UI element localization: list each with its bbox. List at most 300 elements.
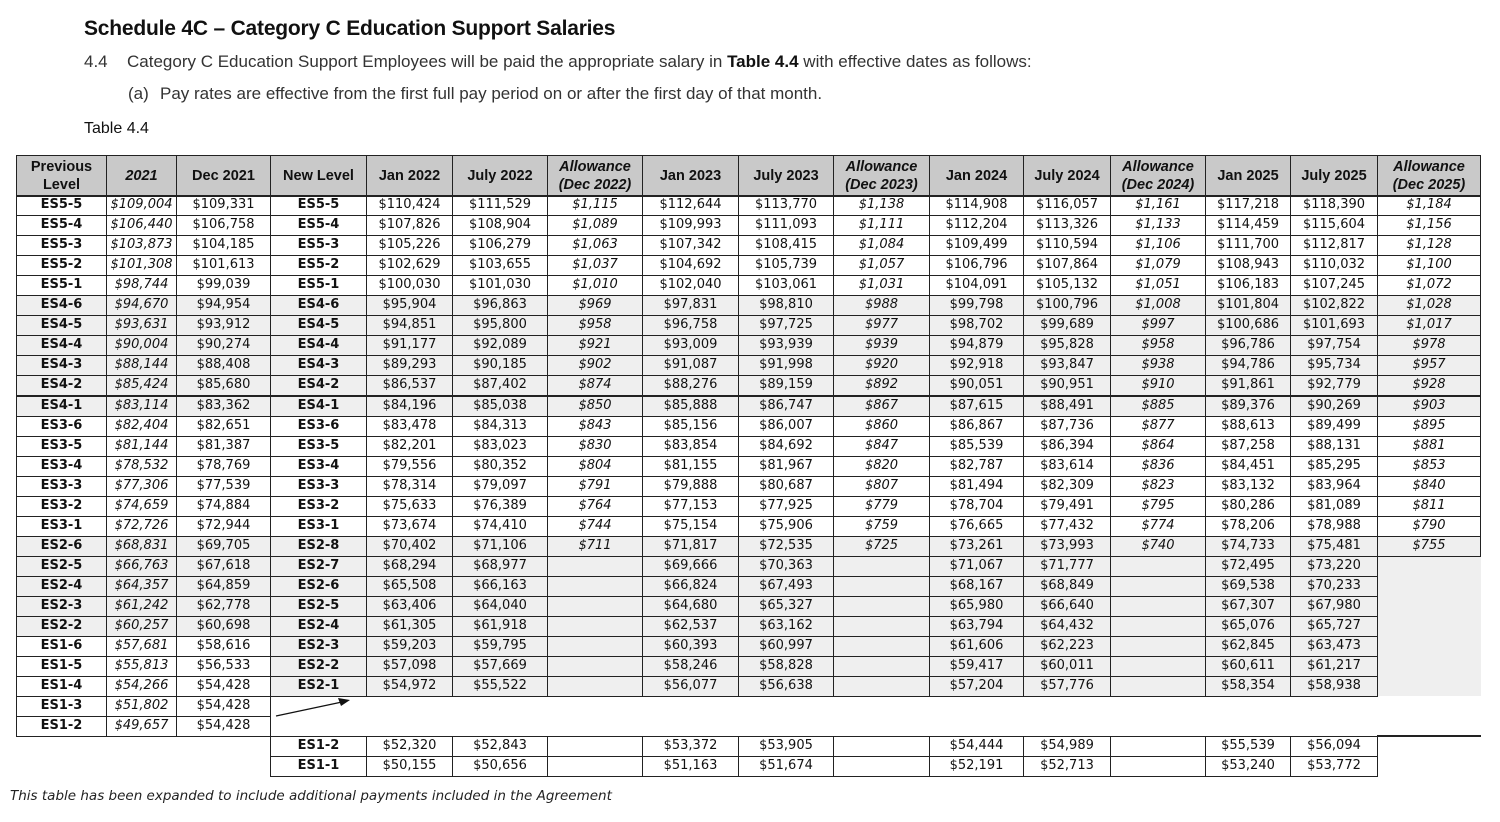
allowance-cell: $843 bbox=[547, 416, 643, 437]
salary-cell: $85,539 bbox=[929, 436, 1024, 457]
salary-cell: $92,779 bbox=[1290, 375, 1378, 396]
allowance-cell: $1,037 bbox=[547, 255, 643, 276]
salary-cell: $112,204 bbox=[929, 215, 1024, 236]
new-level-cell: ES4-2 bbox=[270, 375, 367, 396]
previous-level-cell: ES1-6 bbox=[16, 636, 107, 657]
salary-cell: $68,977 bbox=[452, 556, 548, 577]
salary-cell: $95,828 bbox=[1023, 335, 1111, 356]
allowance-cell bbox=[1110, 656, 1206, 677]
salary-2021-cell: $85,424 bbox=[106, 375, 177, 396]
new-level-cell: ES2-1 bbox=[270, 676, 367, 697]
salary-2021-cell: $61,242 bbox=[106, 596, 177, 617]
allowance-cell: $977 bbox=[833, 315, 930, 336]
salary-2021-cell: $94,670 bbox=[106, 295, 177, 316]
salary-cell: $108,943 bbox=[1205, 255, 1291, 276]
salary-cell: $109,499 bbox=[929, 235, 1024, 256]
clause-text-end: with effective dates as follows: bbox=[798, 52, 1032, 71]
allowance-cell: $791 bbox=[547, 476, 643, 497]
salary-cell: $91,177 bbox=[366, 335, 453, 356]
allowance-cell: $867 bbox=[833, 396, 930, 417]
salary-cell: $64,040 bbox=[452, 596, 548, 617]
header-line: Jan 2023 bbox=[659, 168, 722, 184]
column-header bbox=[642, 155, 739, 197]
salary-dec-2021-cell: $101,613 bbox=[176, 255, 271, 276]
salary-cell: $83,132 bbox=[1205, 476, 1291, 497]
salary-cell: $52,843 bbox=[452, 736, 548, 757]
column-header bbox=[1205, 155, 1291, 197]
allowance-cell: $725 bbox=[833, 536, 930, 557]
salary-cell: $102,040 bbox=[642, 275, 739, 296]
column-header bbox=[1377, 155, 1481, 197]
salary-2021-cell: $74,659 bbox=[106, 496, 177, 517]
allowance-cell: $1,100 bbox=[1377, 255, 1481, 276]
salary-cell: $94,879 bbox=[929, 335, 1024, 356]
previous-level-cell: ES3-2 bbox=[16, 496, 107, 517]
salary-cell: $61,305 bbox=[366, 616, 453, 637]
salary-cell: $58,246 bbox=[642, 656, 739, 677]
allowance-cell: $755 bbox=[1377, 536, 1481, 557]
allowance-cell: $840 bbox=[1377, 476, 1481, 497]
allowance-cell: $850 bbox=[547, 396, 643, 417]
new-level-cell: ES5-5 bbox=[270, 195, 367, 216]
salary-cell: $79,556 bbox=[366, 456, 453, 477]
salary-cell: $88,613 bbox=[1205, 416, 1291, 437]
allowance-cell: $1,010 bbox=[547, 275, 643, 296]
salary-cell: $69,666 bbox=[642, 556, 739, 577]
salary-cell: $79,491 bbox=[1023, 496, 1111, 517]
salary-2021-cell: $78,532 bbox=[106, 456, 177, 477]
new-level-cell: ES4-1 bbox=[270, 396, 367, 417]
page-title: Schedule 4C – Category C Education Support Salaries bbox=[84, 17, 616, 40]
salary-cell: $63,162 bbox=[738, 616, 834, 637]
salary-cell: $66,824 bbox=[642, 576, 739, 597]
allowance-cell: $1,072 bbox=[1377, 275, 1481, 296]
salary-cell: $105,132 bbox=[1023, 275, 1111, 296]
salary-cell: $60,393 bbox=[642, 636, 739, 657]
column-header bbox=[738, 155, 834, 197]
salary-cell: $96,786 bbox=[1205, 335, 1291, 356]
column-header bbox=[1110, 155, 1206, 197]
salary-dec-2021-cell: $99,039 bbox=[176, 275, 271, 296]
header-line: 2021 bbox=[125, 168, 158, 184]
right-arrow-icon bbox=[274, 697, 354, 719]
salary-cell: $90,185 bbox=[452, 355, 548, 376]
salary-cell: $57,669 bbox=[452, 656, 548, 677]
salary-cell: $83,614 bbox=[1023, 456, 1111, 477]
salary-cell: $86,007 bbox=[738, 416, 834, 437]
new-level-cell: ES4-3 bbox=[270, 355, 367, 376]
salary-cell: $67,493 bbox=[738, 576, 834, 597]
salary-2021-cell: $51,802 bbox=[106, 696, 177, 717]
salary-cell: $75,906 bbox=[738, 516, 834, 537]
salary-cell: $83,854 bbox=[642, 436, 739, 457]
allowance-cell bbox=[833, 736, 930, 757]
allowance-cell: $1,084 bbox=[833, 235, 930, 256]
salary-cell: $101,030 bbox=[452, 275, 548, 296]
salary-cell: $96,758 bbox=[642, 315, 739, 336]
header-line: Dec 2021 bbox=[192, 168, 255, 184]
salary-cell: $83,478 bbox=[366, 416, 453, 437]
salary-cell: $98,702 bbox=[929, 315, 1024, 336]
salary-cell: $107,826 bbox=[366, 215, 453, 236]
salary-2021-cell: $81,144 bbox=[106, 436, 177, 457]
allowance-cell: $774 bbox=[1110, 516, 1206, 537]
salary-2021-cell: $49,657 bbox=[106, 716, 177, 737]
previous-level-cell: ES5-2 bbox=[16, 255, 107, 276]
column-header bbox=[929, 155, 1024, 197]
salary-cell: $50,155 bbox=[366, 756, 453, 777]
allowance-cell bbox=[547, 656, 643, 677]
allowance-cell: $877 bbox=[1110, 416, 1206, 437]
salary-cell: $56,077 bbox=[642, 676, 739, 697]
salary-dec-2021-cell: $82,651 bbox=[176, 416, 271, 437]
salary-cell: $106,183 bbox=[1205, 275, 1291, 296]
salary-dec-2021-cell: $77,539 bbox=[176, 476, 271, 497]
salary-cell: $68,849 bbox=[1023, 576, 1111, 597]
allowance-cell: $1,184 bbox=[1377, 195, 1481, 216]
column-header bbox=[1023, 155, 1111, 197]
salary-cell: $90,951 bbox=[1023, 375, 1111, 396]
salary-cell: $51,163 bbox=[642, 756, 739, 777]
salary-cell: $110,594 bbox=[1023, 235, 1111, 256]
allowance-cell: $881 bbox=[1377, 436, 1481, 457]
new-level-cell: ES4-5 bbox=[270, 315, 367, 336]
allowance-cell: $1,128 bbox=[1377, 235, 1481, 256]
salary-cell: $102,822 bbox=[1290, 295, 1378, 316]
salary-cell: $74,733 bbox=[1205, 536, 1291, 557]
salary-dec-2021-cell: $64,859 bbox=[176, 576, 271, 597]
salary-cell: $53,372 bbox=[642, 736, 739, 757]
allowance-cell: $811 bbox=[1377, 496, 1481, 517]
previous-level-cell: ES5-1 bbox=[16, 275, 107, 296]
allowance-cell: $711 bbox=[547, 536, 643, 557]
allowance-cell bbox=[547, 756, 643, 777]
salary-dec-2021-cell: $62,778 bbox=[176, 596, 271, 617]
allowance-cell: $1,115 bbox=[547, 195, 643, 216]
allowance-cell bbox=[1110, 736, 1206, 757]
salary-cell: $87,258 bbox=[1205, 436, 1291, 457]
header-line: July 2025 bbox=[1301, 168, 1367, 184]
allowance-cell: $804 bbox=[547, 456, 643, 477]
clause-number: 4.4 bbox=[84, 52, 108, 71]
salary-cell: $90,269 bbox=[1290, 396, 1378, 417]
new-level-cell: ES3-6 bbox=[270, 416, 367, 437]
allowance-cell: $957 bbox=[1377, 355, 1481, 376]
allowance-cell: $1,106 bbox=[1110, 235, 1206, 256]
new-level-cell: ES5-1 bbox=[270, 275, 367, 296]
allowance-cell bbox=[1110, 676, 1206, 697]
allowance-cell bbox=[833, 636, 930, 657]
salary-cell: $56,094 bbox=[1290, 736, 1378, 757]
allowance-cell: $1,017 bbox=[1377, 315, 1481, 336]
header-line: Jan 2022 bbox=[378, 168, 441, 184]
salary-cell: $118,390 bbox=[1290, 195, 1378, 216]
salary-cell: $73,261 bbox=[929, 536, 1024, 557]
section-divider bbox=[1377, 735, 1481, 737]
previous-level-cell: ES2-2 bbox=[16, 616, 107, 637]
salary-cell: $54,989 bbox=[1023, 736, 1111, 757]
salary-dec-2021-cell: $78,769 bbox=[176, 456, 271, 477]
header-line: Jan 2024 bbox=[945, 168, 1008, 184]
salary-cell: $86,747 bbox=[738, 396, 834, 417]
header-line: July 2022 bbox=[467, 168, 533, 184]
salary-dec-2021-cell: $58,616 bbox=[176, 636, 271, 657]
salary-cell: $117,218 bbox=[1205, 195, 1291, 216]
salary-cell: $86,867 bbox=[929, 416, 1024, 437]
new-level-cell: ES5-4 bbox=[270, 215, 367, 236]
allowance-cell: $860 bbox=[833, 416, 930, 437]
new-level-cell: ES4-6 bbox=[270, 295, 367, 316]
allowance-cell: $1,051 bbox=[1110, 275, 1206, 296]
salary-2021-cell: $82,404 bbox=[106, 416, 177, 437]
salary-cell: $89,499 bbox=[1290, 416, 1378, 437]
salary-cell: $64,432 bbox=[1023, 616, 1111, 637]
salary-2021-cell: $57,681 bbox=[106, 636, 177, 657]
gap-border bbox=[270, 696, 271, 736]
salary-cell: $112,817 bbox=[1290, 235, 1378, 256]
allowance-cell: $903 bbox=[1377, 396, 1481, 417]
allowance-cell: $938 bbox=[1110, 355, 1206, 376]
salary-cell: $80,687 bbox=[738, 476, 834, 497]
allowance-cell bbox=[1110, 616, 1206, 637]
allowance-cell: $1,063 bbox=[547, 235, 643, 256]
salary-cell: $85,295 bbox=[1290, 456, 1378, 477]
salary-cell: $116,057 bbox=[1023, 195, 1111, 216]
new-level-cell: ES1-2 bbox=[270, 736, 367, 757]
salary-cell: $100,686 bbox=[1205, 315, 1291, 336]
salary-cell: $61,606 bbox=[929, 636, 1024, 657]
salary-cell: $97,831 bbox=[642, 295, 739, 316]
salary-cell: $65,727 bbox=[1290, 616, 1378, 637]
salary-cell: $62,845 bbox=[1205, 636, 1291, 657]
salary-cell: $75,154 bbox=[642, 516, 739, 537]
salary-cell: $59,795 bbox=[452, 636, 548, 657]
allowance-cell bbox=[547, 636, 643, 657]
allowance-cell: $910 bbox=[1110, 375, 1206, 396]
salary-cell: $50,656 bbox=[452, 756, 548, 777]
salary-cell: $114,459 bbox=[1205, 215, 1291, 236]
salary-cell: $60,611 bbox=[1205, 656, 1291, 677]
header-line: Level bbox=[42, 177, 81, 193]
salary-cell: $84,692 bbox=[738, 436, 834, 457]
column-header bbox=[833, 155, 930, 197]
salary-2021-cell: $66,763 bbox=[106, 556, 177, 577]
allowance-cell: $759 bbox=[833, 516, 930, 537]
salary-cell: $71,777 bbox=[1023, 556, 1111, 577]
salary-cell: $105,226 bbox=[366, 235, 453, 256]
header-line: (Dec 2024) bbox=[1121, 177, 1195, 193]
salary-cell: $82,787 bbox=[929, 456, 1024, 477]
header-line: Allowance bbox=[1393, 159, 1465, 175]
table-label: Table 4.4 bbox=[84, 120, 149, 137]
allowance-cell: $978 bbox=[1377, 335, 1481, 356]
salary-cell: $88,131 bbox=[1290, 436, 1378, 457]
allowance-cell bbox=[547, 596, 643, 617]
allowance-cell bbox=[833, 756, 930, 777]
salary-cell: $85,888 bbox=[642, 396, 739, 417]
allowance-cell: $895 bbox=[1377, 416, 1481, 437]
allowance-cell: $928 bbox=[1377, 375, 1481, 396]
allowance-cell: $864 bbox=[1110, 436, 1206, 457]
salary-cell: $96,863 bbox=[452, 295, 548, 316]
header-line: (Dec 2022) bbox=[558, 177, 632, 193]
salary-cell: $111,529 bbox=[452, 195, 548, 216]
salary-cell: $57,098 bbox=[366, 656, 453, 677]
salary-dec-2021-cell: $54,428 bbox=[176, 676, 271, 697]
allowance-cell bbox=[1110, 596, 1206, 617]
previous-level-cell: ES3-5 bbox=[16, 436, 107, 457]
salary-cell: $65,980 bbox=[929, 596, 1024, 617]
salary-cell: $60,011 bbox=[1023, 656, 1111, 677]
salary-cell: $78,704 bbox=[929, 496, 1024, 517]
allowance-cell: $892 bbox=[833, 375, 930, 396]
allowance-cell bbox=[547, 736, 643, 757]
new-level-cell: ES2-2 bbox=[270, 656, 367, 677]
salary-2021-cell: $103,873 bbox=[106, 235, 177, 256]
salary-cell: $67,307 bbox=[1205, 596, 1291, 617]
previous-level-cell: ES5-4 bbox=[16, 215, 107, 236]
salary-cell: $59,417 bbox=[929, 656, 1024, 677]
salary-cell: $112,644 bbox=[642, 195, 739, 216]
salary-dec-2021-cell: $106,758 bbox=[176, 215, 271, 236]
salary-cell: $101,804 bbox=[1205, 295, 1291, 316]
salary-cell: $102,629 bbox=[366, 255, 453, 276]
salary-cell: $62,223 bbox=[1023, 636, 1111, 657]
column-header bbox=[106, 155, 177, 197]
table-reference: Table 4.4 bbox=[727, 52, 799, 71]
salary-cell: $61,217 bbox=[1290, 656, 1378, 677]
salary-cell: $111,700 bbox=[1205, 235, 1291, 256]
salary-cell: $71,067 bbox=[929, 556, 1024, 577]
new-level-cell: ES2-3 bbox=[270, 636, 367, 657]
allowance-cell: $847 bbox=[833, 436, 930, 457]
salary-cell: $82,201 bbox=[366, 436, 453, 457]
new-level-cell: ES2-4 bbox=[270, 616, 367, 637]
salary-cell: $106,796 bbox=[929, 255, 1024, 276]
allowance-cell: $1,079 bbox=[1110, 255, 1206, 276]
salary-cell: $58,938 bbox=[1290, 676, 1378, 697]
salary-2021-cell: $54,266 bbox=[106, 676, 177, 697]
new-level-cell: ES2-8 bbox=[270, 536, 367, 557]
salary-cell: $88,491 bbox=[1023, 396, 1111, 417]
salary-cell: $55,539 bbox=[1205, 736, 1291, 757]
salary-cell: $83,964 bbox=[1290, 476, 1378, 497]
allowance-cell: $874 bbox=[547, 375, 643, 396]
salary-cell: $61,918 bbox=[452, 616, 548, 637]
salary-cell: $54,444 bbox=[929, 736, 1024, 757]
salary-cell: $59,203 bbox=[366, 636, 453, 657]
salary-cell: $69,538 bbox=[1205, 576, 1291, 597]
salary-cell: $70,233 bbox=[1290, 576, 1378, 597]
header-line: (Dec 2023) bbox=[845, 177, 918, 193]
salary-cell: $95,904 bbox=[366, 295, 453, 316]
salary-cell: $52,320 bbox=[366, 736, 453, 757]
allowance-cell bbox=[833, 676, 930, 697]
column-header bbox=[452, 155, 548, 197]
allowance-cell bbox=[833, 576, 930, 597]
salary-cell: $97,725 bbox=[738, 315, 834, 336]
salary-cell: $62,537 bbox=[642, 616, 739, 637]
salary-cell: $108,415 bbox=[738, 235, 834, 256]
new-level-cell: ES3-5 bbox=[270, 436, 367, 457]
salary-cell: $75,633 bbox=[366, 496, 453, 517]
header-line: Allowance bbox=[559, 159, 631, 175]
salary-cell: $77,153 bbox=[642, 496, 739, 517]
salary-cell: $97,754 bbox=[1290, 335, 1378, 356]
allowance-cell: $764 bbox=[547, 496, 643, 517]
allowance-cell: $853 bbox=[1377, 456, 1481, 477]
salary-cell: $115,604 bbox=[1290, 215, 1378, 236]
salary-cell: $84,451 bbox=[1205, 456, 1291, 477]
salary-cell: $100,796 bbox=[1023, 295, 1111, 316]
salary-dec-2021-cell: $81,387 bbox=[176, 436, 271, 457]
salary-2021-cell: $98,744 bbox=[106, 275, 177, 296]
salary-cell: $99,798 bbox=[929, 295, 1024, 316]
salary-2021-cell: $77,306 bbox=[106, 476, 177, 497]
salary-cell: $90,051 bbox=[929, 375, 1024, 396]
salary-cell: $93,847 bbox=[1023, 355, 1111, 376]
salary-cell: $89,159 bbox=[738, 375, 834, 396]
salary-cell: $105,739 bbox=[738, 255, 834, 276]
salary-cell: $106,279 bbox=[452, 235, 548, 256]
previous-level-cell: ES1-5 bbox=[16, 656, 107, 677]
column-header bbox=[176, 155, 271, 197]
salary-cell: $100,030 bbox=[366, 275, 453, 296]
new-level-cell: ES3-2 bbox=[270, 496, 367, 517]
salary-dec-2021-cell: $67,618 bbox=[176, 556, 271, 577]
empty-shaded-area bbox=[1377, 556, 1481, 696]
allowance-cell: $921 bbox=[547, 335, 643, 356]
salary-cell: $70,363 bbox=[738, 556, 834, 577]
salary-cell: $79,888 bbox=[642, 476, 739, 497]
previous-level-cell: ES4-5 bbox=[16, 315, 107, 336]
allowance-cell: $790 bbox=[1377, 516, 1481, 537]
salary-cell: $53,905 bbox=[738, 736, 834, 757]
salary-cell: $66,163 bbox=[452, 576, 548, 597]
allowance-cell: $902 bbox=[547, 355, 643, 376]
salary-cell: $91,861 bbox=[1205, 375, 1291, 396]
salary-2021-cell: $55,813 bbox=[106, 656, 177, 677]
salary-cell: $81,967 bbox=[738, 456, 834, 477]
salary-cell: $94,786 bbox=[1205, 355, 1291, 376]
previous-level-cell: ES2-6 bbox=[16, 536, 107, 557]
salary-dec-2021-cell: $93,912 bbox=[176, 315, 271, 336]
salary-cell: $107,245 bbox=[1290, 275, 1378, 296]
salary-cell: $63,406 bbox=[366, 596, 453, 617]
salary-cell: $85,156 bbox=[642, 416, 739, 437]
allowance-cell: $740 bbox=[1110, 536, 1206, 557]
allowance-cell: $1,031 bbox=[833, 275, 930, 296]
previous-level-cell: ES1-3 bbox=[16, 696, 107, 717]
salary-cell: $66,640 bbox=[1023, 596, 1111, 617]
salary-cell: $78,206 bbox=[1205, 516, 1291, 537]
salary-cell: $88,276 bbox=[642, 375, 739, 396]
salary-cell: $80,352 bbox=[452, 456, 548, 477]
new-level-cell: ES3-1 bbox=[270, 516, 367, 537]
salary-cell: $71,817 bbox=[642, 536, 739, 557]
allowance-cell: $958 bbox=[547, 315, 643, 336]
salary-cell: $71,106 bbox=[452, 536, 548, 557]
salary-dec-2021-cell: $109,331 bbox=[176, 195, 271, 216]
column-header bbox=[16, 155, 107, 197]
new-level-cell: ES3-3 bbox=[270, 476, 367, 497]
salary-2021-cell: $93,631 bbox=[106, 315, 177, 336]
new-level-cell: ES2-6 bbox=[270, 576, 367, 597]
allowance-cell: $969 bbox=[547, 295, 643, 316]
salary-cell: $94,851 bbox=[366, 315, 453, 336]
allowance-cell bbox=[547, 576, 643, 597]
salary-cell: $52,713 bbox=[1023, 756, 1111, 777]
